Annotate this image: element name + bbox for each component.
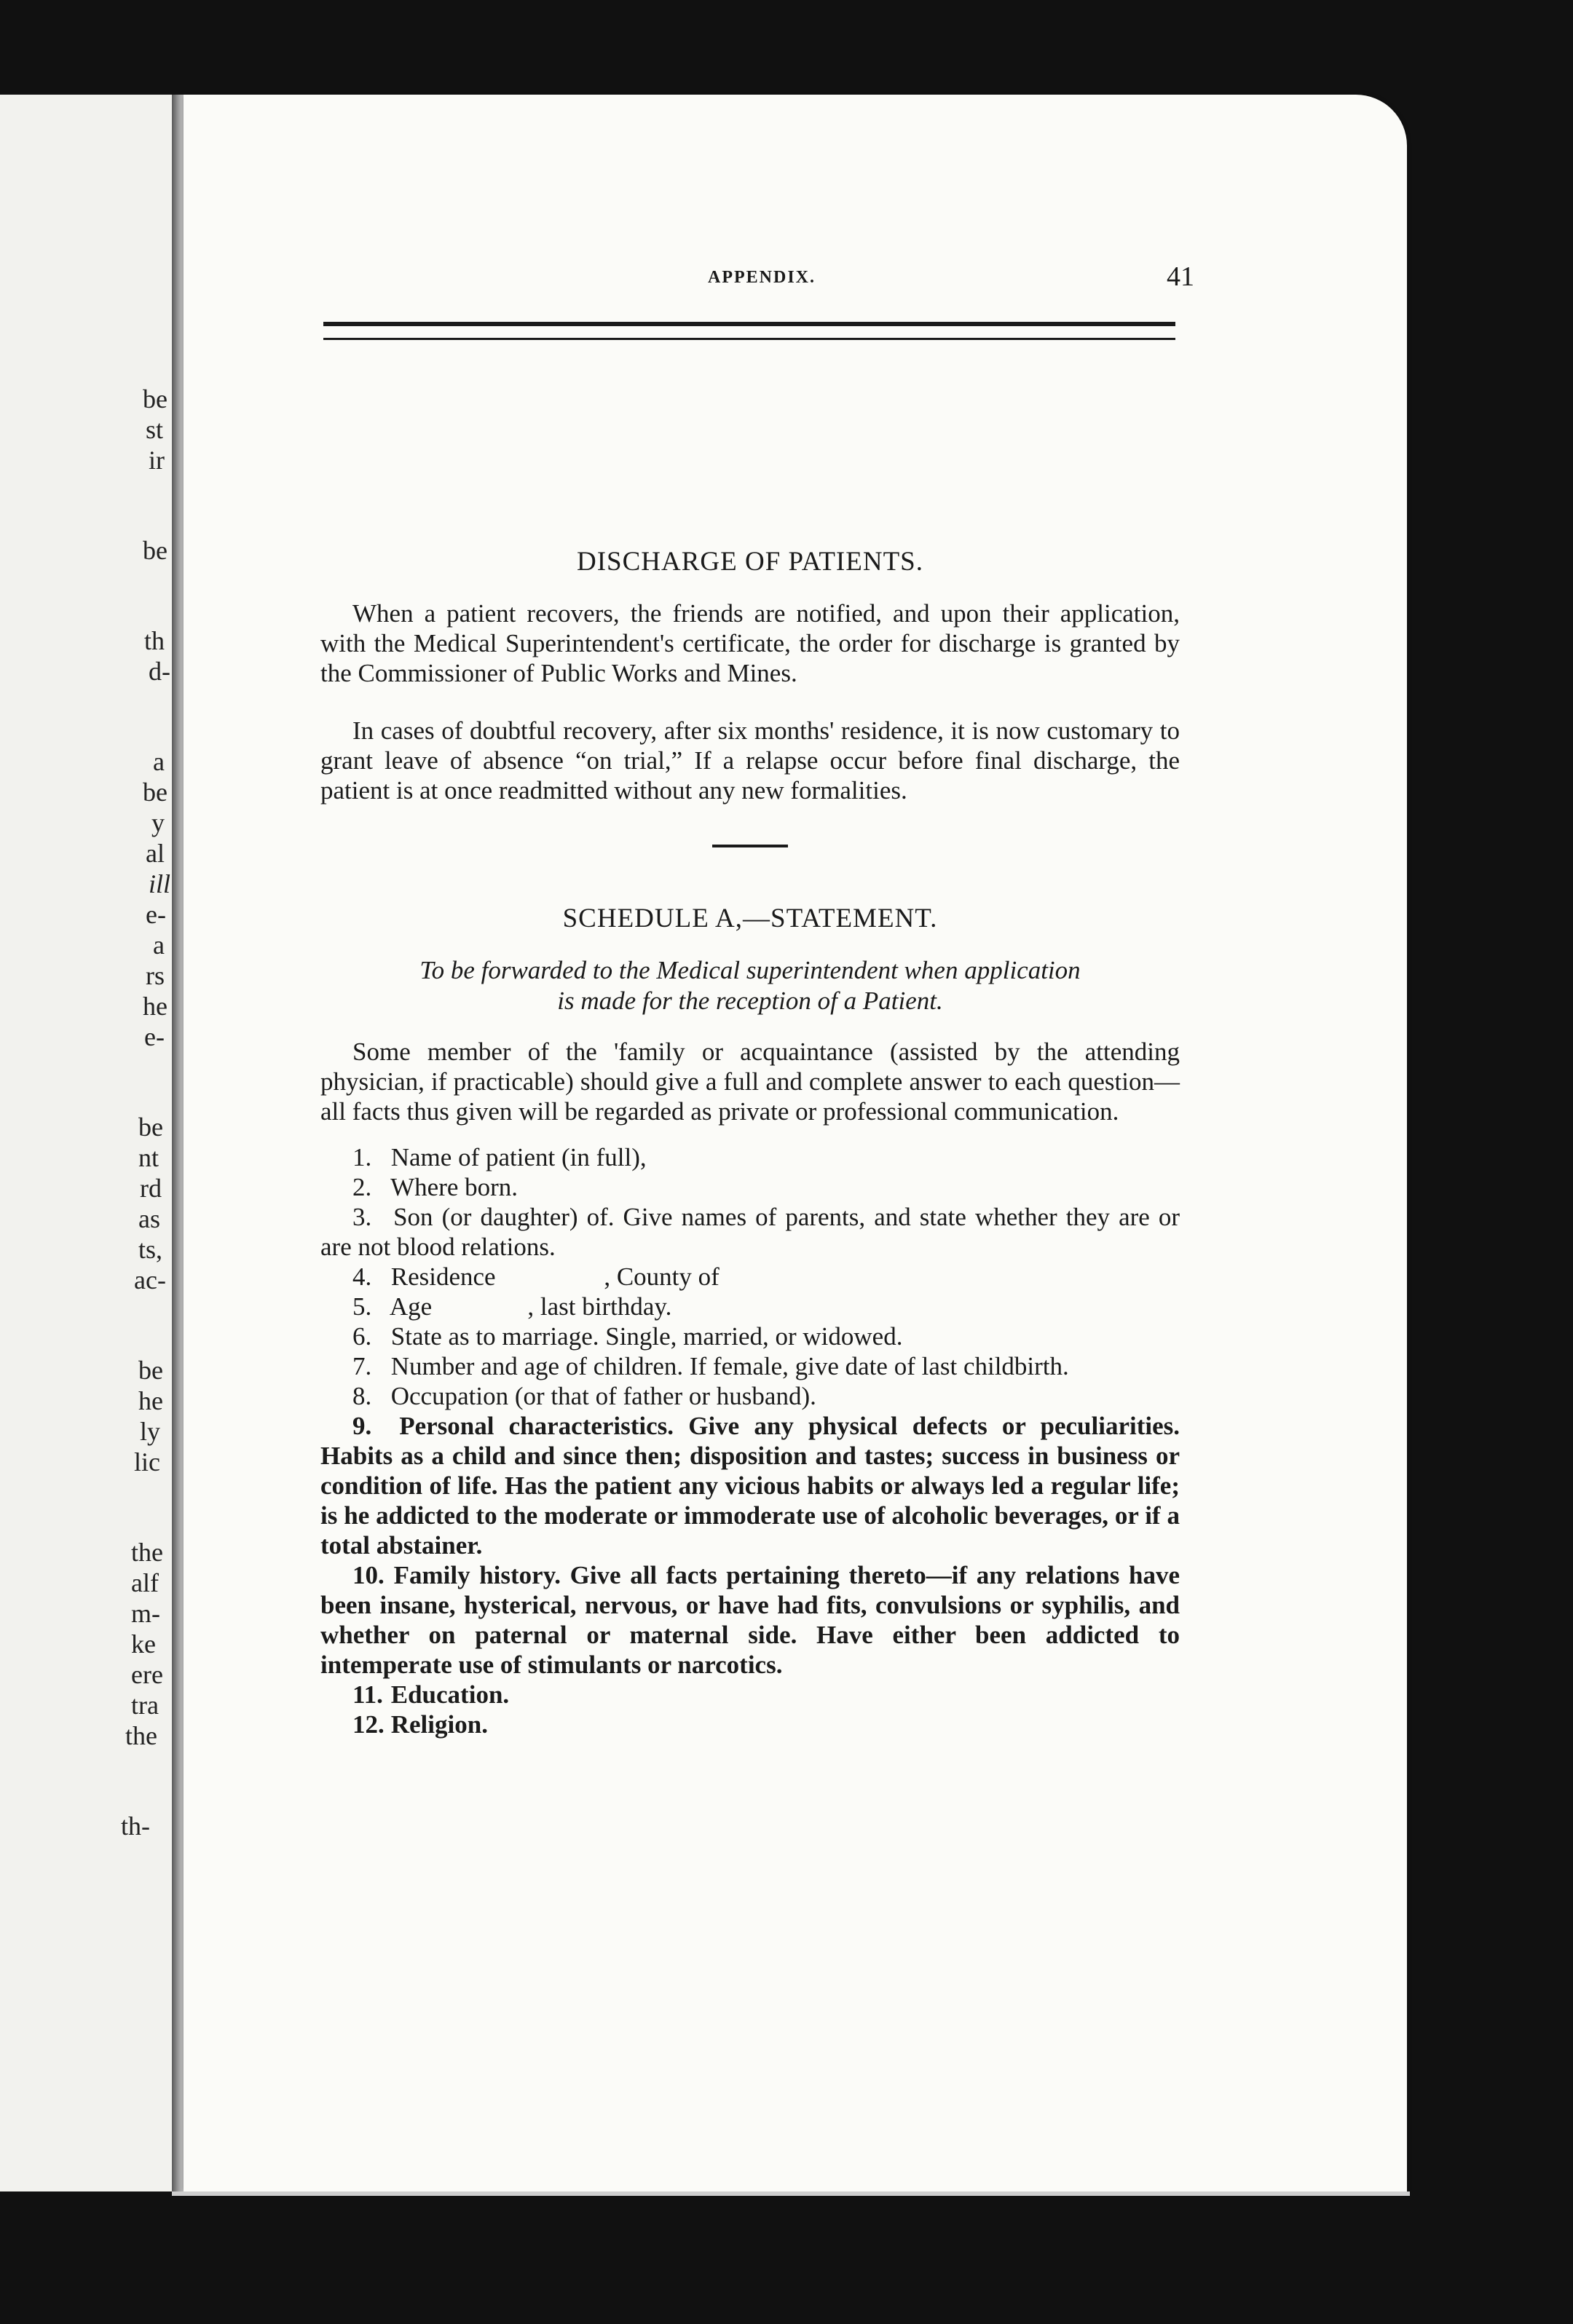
running-head — [184, 261, 1407, 297]
facing-page-fragment: d- — [149, 657, 170, 686]
facing-page-fragment: y — [151, 808, 165, 837]
facing-page-fragment: ke — [131, 1629, 156, 1659]
question-number: 9. — [352, 1412, 372, 1440]
schedule-heading: SCHEDULE A,—STATEMENT. — [562, 904, 938, 933]
question-item — [320, 1262, 1180, 1292]
schedule-subtitle-line-1: To be forwarded to the Medical superintendent when application — [419, 956, 1081, 984]
question-text: Residence , County of — [390, 1262, 720, 1291]
facing-page-fragment: a — [153, 930, 165, 960]
question-item — [320, 1680, 1180, 1710]
question-text: Number and age of children. If female, give date of last childbirth. — [390, 1352, 1069, 1380]
facing-page-fragment: be — [138, 1356, 163, 1385]
question-item — [320, 1560, 1180, 1680]
facing-page-fragment: he — [138, 1386, 163, 1415]
facing-page-fragment: be — [143, 778, 167, 807]
question-text: Religion. — [390, 1710, 488, 1739]
schedule-subtitle — [320, 955, 1180, 1016]
facing-page-fragment: be — [143, 384, 167, 414]
question-item — [320, 1202, 1180, 1262]
facing-page-fragment: be — [138, 1112, 163, 1142]
discharge-heading: DISCHARGE OF PATIENTS. — [576, 547, 923, 577]
facing-page-fragment: ly — [140, 1417, 161, 1446]
facing-page-fragment: rd — [140, 1174, 162, 1203]
question-item — [320, 1321, 1180, 1351]
facing-page-fragment: as — [138, 1204, 160, 1233]
question-text: Education. — [390, 1680, 510, 1709]
question-text: Where born. — [390, 1173, 519, 1201]
facing-page-fragment: e- — [146, 900, 166, 929]
question-text: State as to marriage. Single, married, or widowed. — [390, 1322, 903, 1351]
facing-page-fragment: tra — [131, 1691, 159, 1720]
question-text: Name of patient (in full), — [390, 1143, 647, 1171]
facing-page-fragment: th- — [121, 1811, 150, 1841]
question-text: Family history. Give all facts pertaining thereto—if any relations have been insane, hysterical, nervous, or have had fits, convulsions or syphilis, and whether on paternal or maternal side. Have either been addicted to intemperate use of stimulants or narcotics. — [320, 1561, 1180, 1679]
facing-page-fragment: nt — [138, 1143, 159, 1172]
page-number: 41 — [1167, 261, 1194, 292]
question-text: Son (or daughter) of. Give names of parents, and state whether they are or are not blood relations. — [320, 1203, 1180, 1261]
facing-page-fragment: e- — [144, 1022, 165, 1051]
question-number: 3. — [352, 1203, 372, 1231]
facing-page-fragment: ts, — [138, 1235, 163, 1264]
book-gutter — [172, 95, 184, 2191]
question-number: 7. — [352, 1352, 372, 1380]
question-number: 12. — [352, 1710, 385, 1739]
question-item — [320, 1381, 1180, 1411]
header-double-rule — [323, 322, 1175, 340]
question-number: 2. — [352, 1173, 372, 1201]
facing-page-fragment: ere — [131, 1660, 163, 1689]
question-item — [320, 1172, 1180, 1202]
facing-page-fragment: ir — [149, 446, 165, 475]
facing-page-fragment: m- — [131, 1599, 160, 1628]
question-number: 10. — [352, 1561, 385, 1589]
facing-page-fragment: be — [143, 536, 167, 565]
facing-page — [0, 95, 172, 2191]
question-number: 11. — [352, 1680, 383, 1709]
facing-page-fragment: rs — [146, 961, 165, 990]
question-number: 1. — [352, 1143, 372, 1171]
facing-page-fragment: ill — [149, 869, 171, 898]
schedule-intro: Some member of the 'family or acquaintance (assisted by the attending physician, if practicable) should give a full and complete answer to each question—all facts thus given will be regarded as private or professional communication. — [320, 1038, 1180, 1126]
question-number: 5. — [352, 1292, 372, 1321]
running-title: APPENDIX. — [708, 268, 816, 287]
question-item — [320, 1710, 1180, 1739]
question-number: 4. — [352, 1262, 372, 1291]
discharge-paragraph-1: When a patient recovers, the friends are notified, and upon their application, with the Medical Superintendent's certificate, the order for discharge is granted by the Commissioner of Public Works and Mines. — [320, 599, 1180, 687]
question-item — [320, 1351, 1180, 1381]
facing-page-fragment: alf — [131, 1568, 159, 1597]
question-text: Age , last birthday. — [389, 1292, 672, 1321]
question-item — [320, 1292, 1180, 1321]
facing-page-fragment: al — [146, 839, 165, 868]
section-divider — [712, 845, 788, 847]
schedule-subtitle-line-2: is made for the reception of a Patient. — [557, 987, 943, 1015]
facing-page-fragment: the — [131, 1538, 163, 1567]
facing-page-fragment: he — [143, 992, 167, 1021]
text-column — [320, 546, 1180, 1739]
question-number: 8. — [352, 1382, 372, 1410]
question-text: Personal characteristics. Give any physical defects or peculiarities. Habits as a child and since then; disposition and tastes; success in business or condition of life. Has the patient any vicious habits or always led a regular life; is he addicted to the moderate or immoderate use of alcoholic beverages, or if a total abstainer. — [320, 1412, 1180, 1560]
page-bottom-edge — [172, 2191, 1410, 2196]
facing-page-fragment: st — [146, 415, 164, 444]
facing-page-fragment: a — [153, 747, 165, 776]
facing-page-fragment: th — [144, 626, 165, 655]
discharge-paragraph-2: In cases of doubtful recovery, after six months' residence, it is now customary to grant leave of absence “on trial,” If a relapse occur before final discharge, the patient is at once readmitted without any new formalities. — [320, 716, 1180, 805]
question-text: Occupation (or that of father or husband). — [390, 1382, 816, 1410]
facing-page-fragment: ac- — [134, 1265, 166, 1295]
question-list — [320, 1142, 1180, 1739]
question-number: 6. — [352, 1322, 372, 1351]
facing-page-fragment: the — [125, 1721, 157, 1750]
question-item — [320, 1411, 1180, 1560]
document-page — [184, 95, 1407, 2191]
facing-page-fragment: lic — [134, 1447, 160, 1477]
question-item — [320, 1142, 1180, 1172]
